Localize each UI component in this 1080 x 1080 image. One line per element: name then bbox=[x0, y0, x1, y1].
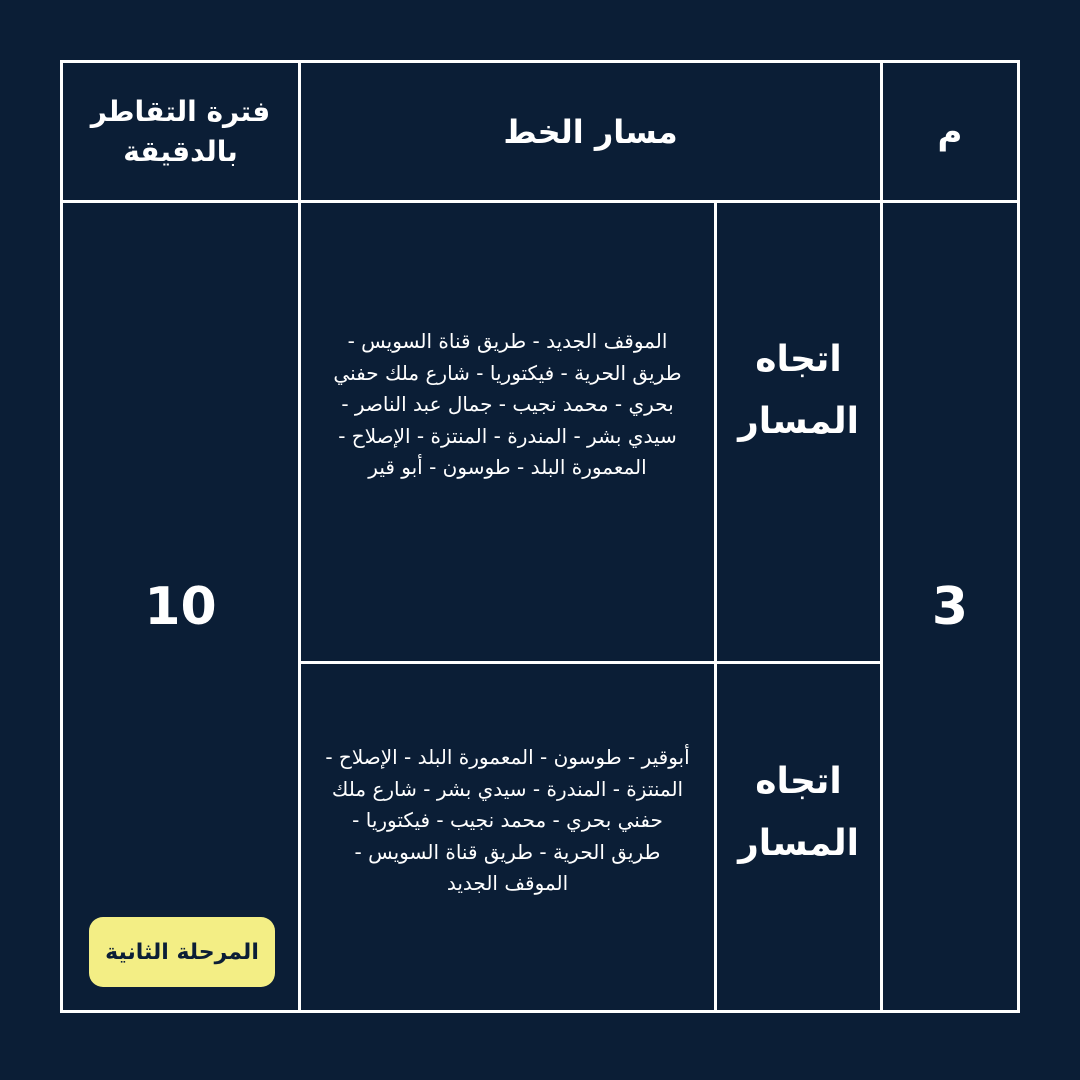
header-index: م bbox=[937, 111, 963, 152]
row-interval: 10 bbox=[144, 576, 217, 637]
direction-2-label: اتجاه المسار bbox=[738, 760, 859, 864]
row-index: 3 bbox=[931, 576, 969, 637]
direction-2-route: أبوقير - طوسون - المعمورة البلد - الإصلاح - المنتزة - المندرة - سيدي بشر - شارع ملك حفني بحري - محمد نجيب - فيكتوريا - طريق الحرية - طريق قناة السويس - الموقف الجديد bbox=[325, 745, 690, 895]
direction-2-route-cell bbox=[301, 664, 714, 1010]
header-interval: فترة التقاطر بالدقيقة bbox=[90, 94, 271, 168]
phase-badge: المرحلة الثانية bbox=[89, 917, 275, 987]
direction-1-label: اتجاه المسار bbox=[738, 339, 859, 442]
header-route: مسار الخط bbox=[503, 112, 678, 151]
direction-1-route: الموقف الجديد - طريق قناة السويس - طريق الحرية - فيكتوريا - شارع ملك حفني بحري - محمد نجيب - جمال عبد الناصر - سيدي بشر - المندرة - المنتزة - الإصلاح - المعمورة البلد - طوسون - أبو قير bbox=[333, 329, 682, 479]
direction-1-route-cell bbox=[301, 203, 714, 661]
table-border-bottom bbox=[60, 1010, 1020, 1013]
